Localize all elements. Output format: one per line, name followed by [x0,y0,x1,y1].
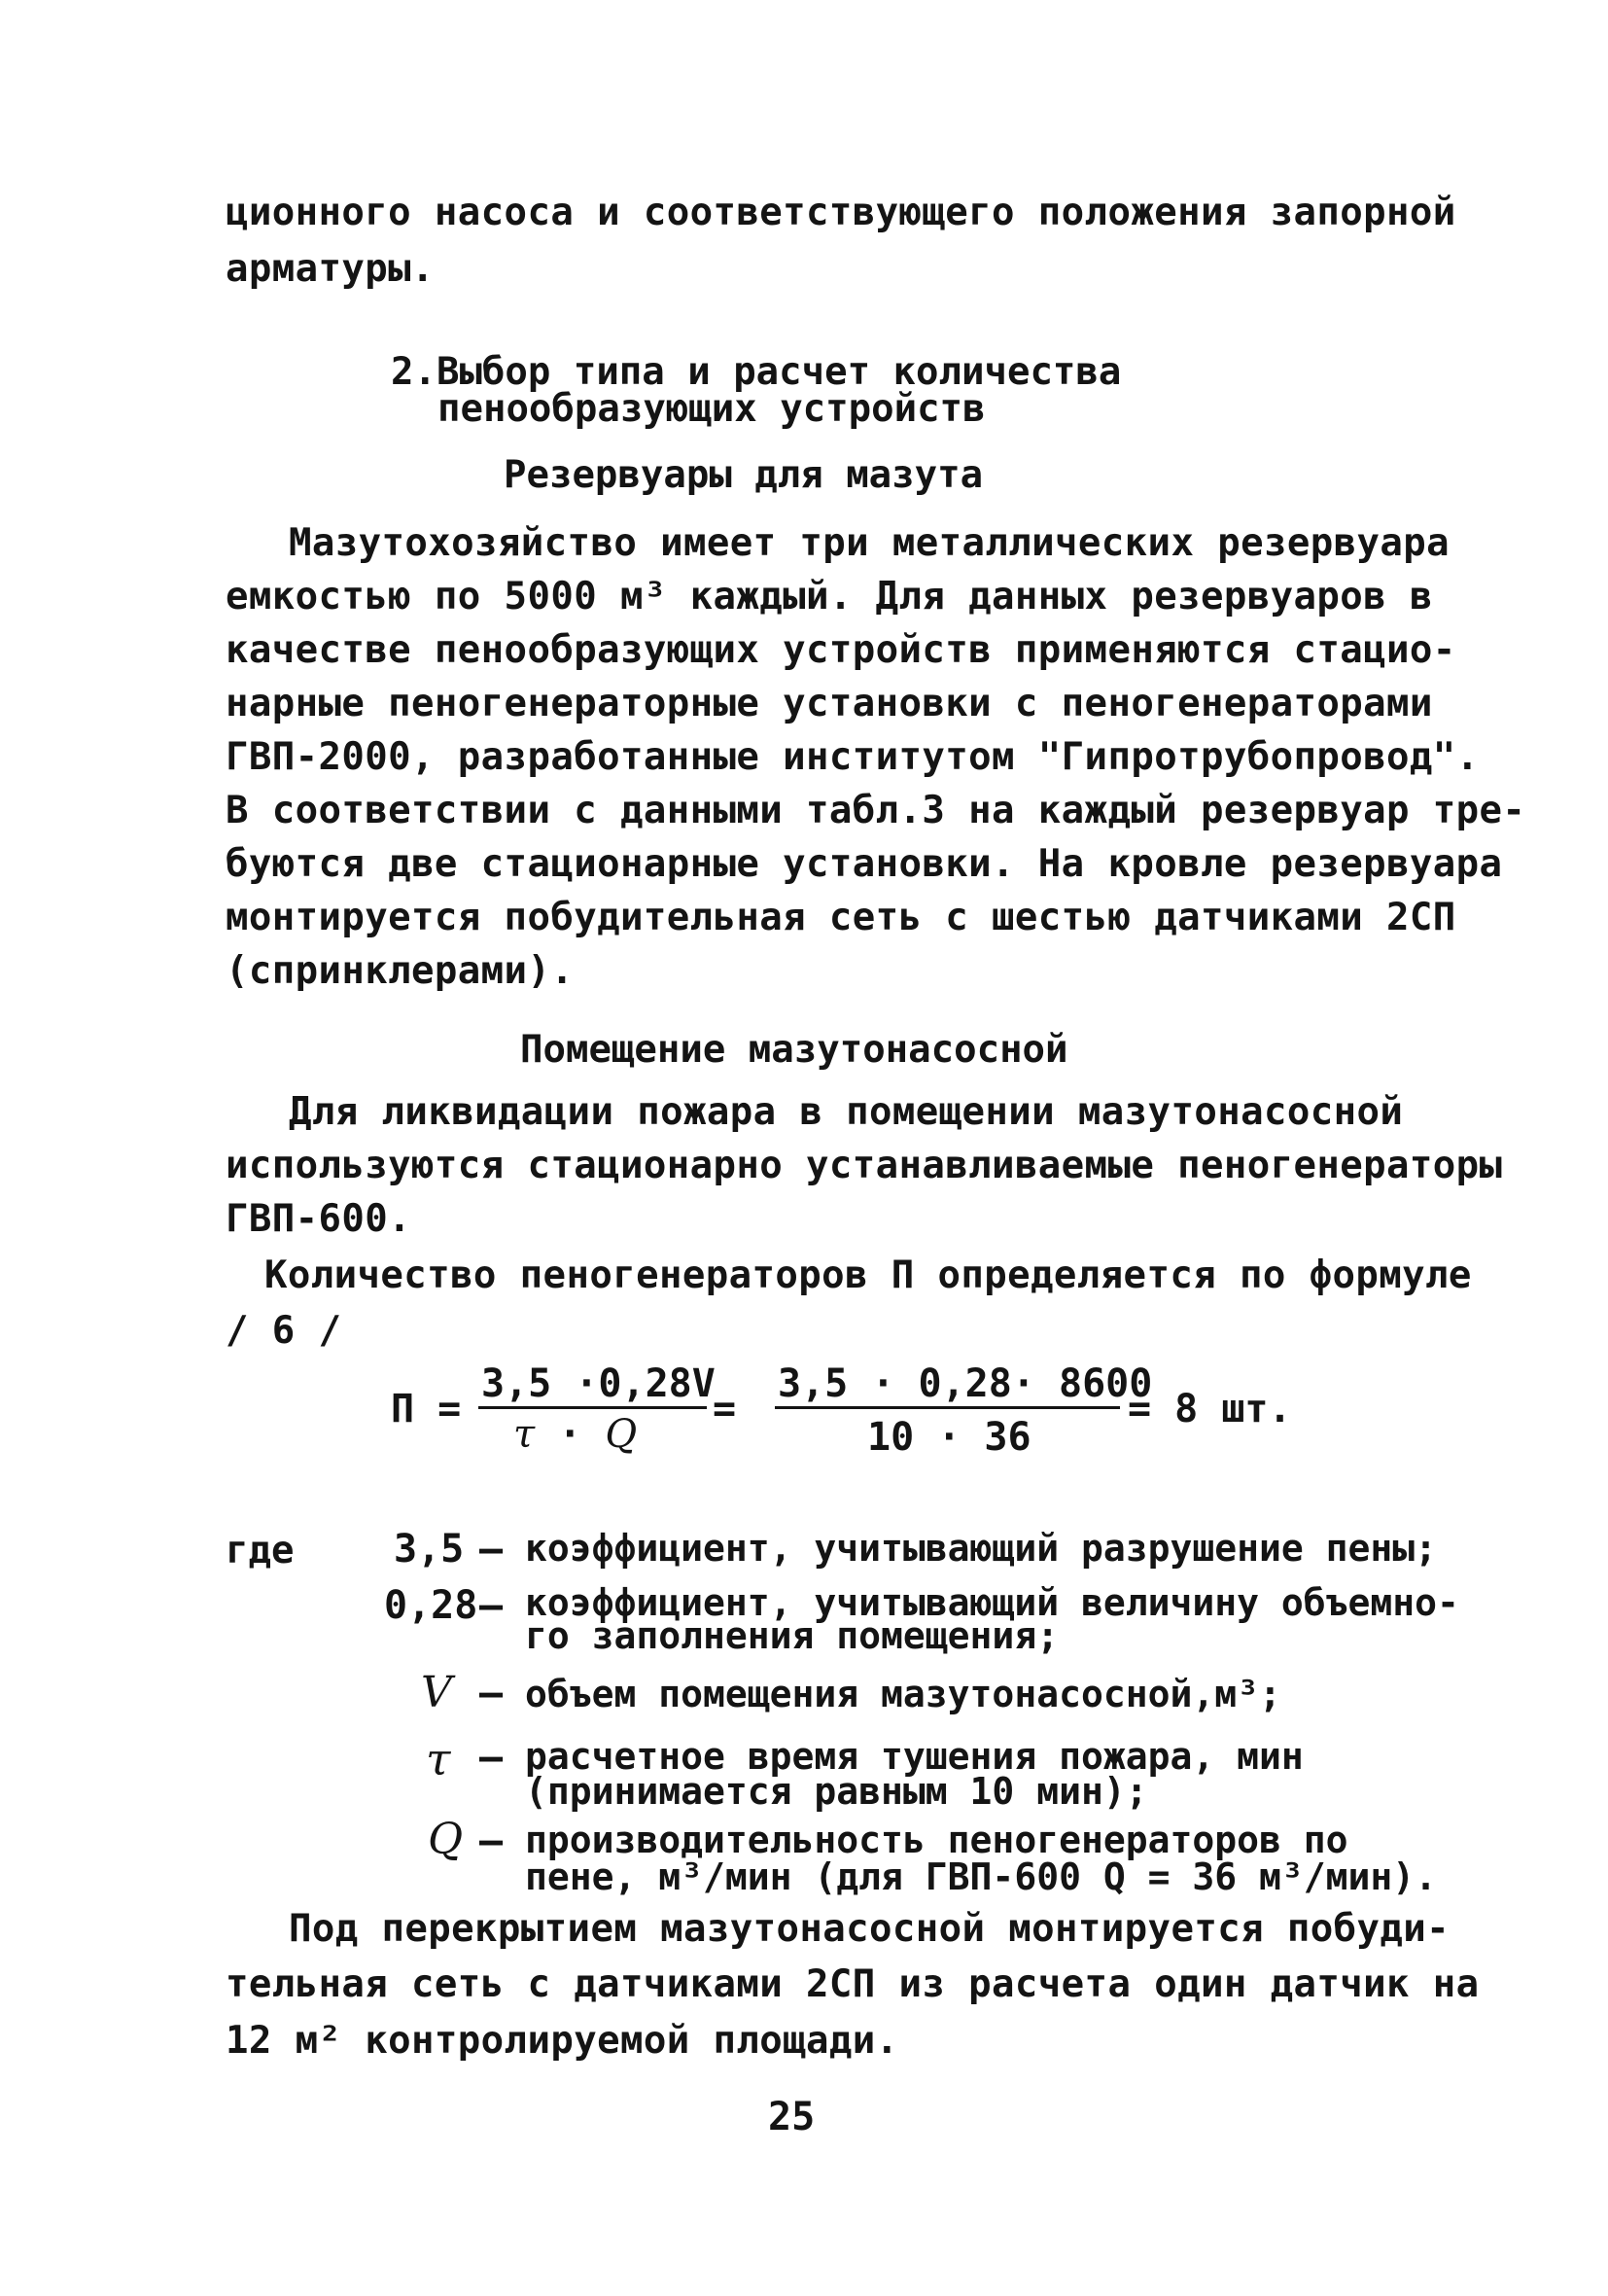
def-symbol: V [421,1668,452,1717]
formula-denominator-1 [513,1412,637,1457]
fraction-bar-1 [478,1406,707,1409]
intro-line-1: ционного насоса и соответствующего положения запорной [226,191,1456,234]
def-dash: – [479,1583,504,1628]
formula-result: = 8 шт. [1128,1387,1292,1431]
def-symbol: Q [428,1815,464,1864]
section-heading-line-1: 2.Выбор типа и расчет количества [391,350,1122,394]
def-text: коэффициент, учитывающий разрушение пены; [525,1527,1437,1570]
def-text: производительность пеногенераторов по [525,1819,1348,1861]
subheading-tanks: Резервуары для мазута [504,453,984,497]
def-text: пене, м³/мин (для ГВП-600 Q = 36 м³/мин). [525,1855,1437,1898]
subheading-pump-room: Помещение мазутонасосной [520,1028,1068,1072]
para1-line: нарные пеногенераторные установки с пеногенераторами [226,682,1433,725]
formula-numerator-1: 3,5 ·0,28V [481,1361,716,1406]
para1-line: Мазутохозяйство имеет три металлических резервуара [289,521,1450,565]
formula-denominator-2: 10 · 36 [867,1415,1031,1460]
formula-lhs: П = [391,1387,462,1431]
para1-line: В соответствии с данными табл.3 на каждый резервуар тре- [226,789,1526,832]
formula-dot: · [558,1412,582,1457]
def-symbol: 3,5 [394,1527,465,1572]
formula-q: Q [605,1412,638,1457]
para4-line: тельная сеть с датчиками 2СП из расчета один датчик на [226,1962,1480,2006]
para1-line: емкостью по 5000 м³ каждый. Для данных резервуаров в [226,575,1433,618]
para3-line: Количество пеногенераторов П определяется по формуле [264,1254,1472,1297]
formula-tau: τ [513,1412,536,1457]
def-text: расчетное время тушения пожара, мин [525,1735,1304,1778]
def-text: коэффициент, учитывающий величину объемно- [525,1581,1459,1624]
def-text: объем помещения мазутонасосной,м³; [525,1673,1281,1715]
def-symbol: τ [426,1733,451,1785]
para1-line: качестве пенообразующих устройств применяются стацио- [226,628,1456,672]
def-text: (принимается равным 10 мин); [525,1770,1148,1813]
intro-line-2: арматуры. [226,247,435,291]
def-dash: – [479,1527,504,1572]
para2-line: Для ликвидации пожара в помещении мазутонасосной [289,1090,1404,1134]
formula-equals: = [713,1387,737,1431]
para2-line: ГВП-600. [226,1197,412,1241]
para2-line: используются стационарно устанавливаемые пеногенераторы [226,1144,1503,1187]
def-symbol: 0,28 [384,1583,478,1628]
para1-line: (спринклерами). [226,949,575,993]
para1-line: монтируется побудительная сеть с шестью датчиками 2СП [226,896,1456,939]
where-label: где [226,1529,295,1572]
para1-line: буются две стационарные установки. На кровле резервуара [226,842,1503,886]
def-dash: – [479,1735,504,1780]
def-dash: – [479,1819,504,1863]
fraction-bar-2 [775,1406,1120,1409]
para4-line: 12 м² контролируемой площади. [226,2019,899,2063]
section-heading-line-2: пенообразующих устройств [437,387,986,431]
formula-numerator-2: 3,5 · 0,28· 8600 [778,1361,1153,1406]
para1-line: ГВП-2000, разработанные институтом "Гипротрубопровод". [226,735,1480,779]
def-text: го заполнения помещения; [525,1614,1060,1657]
page-number: 25 [768,2095,816,2139]
para4-line: Под перекрытием мазутонасосной монтируется побуди- [289,1907,1450,1951]
def-dash: – [479,1671,504,1715]
formula-reference: / 6 / [226,1309,342,1353]
